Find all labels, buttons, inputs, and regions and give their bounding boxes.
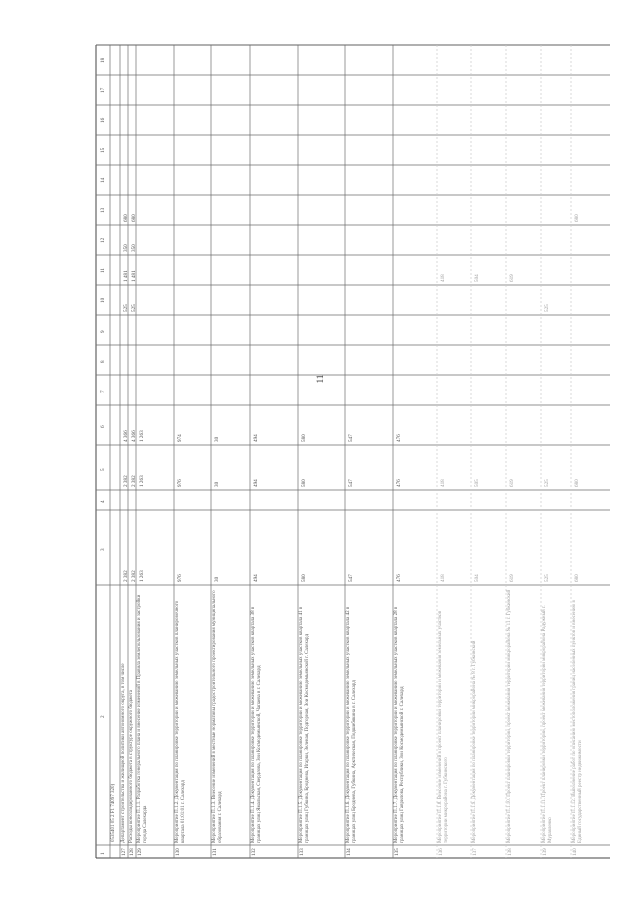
row-number: 139	[542, 848, 548, 856]
row-number: 131	[212, 848, 218, 856]
cell-value-c5: 418	[440, 479, 446, 487]
cell-value-c3: 680	[574, 574, 580, 582]
continuation-row-text: 0535401 05 2 F1 74097 320)	[111, 783, 116, 842]
column-number-header: 9	[100, 330, 106, 333]
cell-value-c5: 2 382	[131, 475, 137, 487]
row-number: 130	[175, 848, 181, 856]
row-name: Мероприятие П.1.2. Документация по планировке территории и межеванию земельных участков планировочного квартала 01:01:01 г. Салехард	[175, 600, 186, 843]
cell-value-c3: 504	[474, 574, 480, 582]
cell-value-c6: 30	[214, 436, 220, 442]
page-number: 11	[315, 374, 325, 384]
cell-value-c3: 525	[544, 574, 550, 582]
cell-value-c10: 525	[131, 304, 137, 312]
row-number: 129	[137, 848, 143, 856]
row-name: Мероприятие П.1.9. Документация по планировке территории микрорайона № 8 г. Губкинский	[472, 640, 477, 843]
row-name: Мероприятие П.1.4. Документация по планировке территории и межеванию земельных участков квартала 38 в границах улиц Ямальская, Свердлова, Зои Космодемьянской, Чапаева в г. Салехард	[251, 606, 262, 843]
cell-value-c3: 976	[177, 574, 183, 582]
cell-value-c3: 476	[396, 574, 402, 582]
cell-value-c11: 619	[509, 274, 515, 282]
row-name: Мероприятие П.1.1. Разработка генерального плана и внесение изменений в Правила землепользования и застройки города Салехарда	[137, 594, 148, 843]
row-name: Расходы консолидированного бюджета в структуре окружного бюджета	[129, 689, 134, 843]
column-number-header: 17	[100, 87, 106, 93]
cell-value-c5: 580	[301, 479, 307, 487]
column-number-header: 18	[100, 57, 106, 63]
cell-value-c6: 4 366	[123, 430, 129, 442]
cell-value-c3: 494	[253, 574, 259, 582]
row-name: Мероприятие П.1.12. Выполнение работ по описанию местоположения границ населенных пунктов и внесению в Единый государственный реестр недвижимости	[572, 600, 583, 843]
cell-value-c5: 680	[574, 479, 580, 487]
cell-value-c6: 547	[348, 434, 354, 442]
row-name: Мероприятие П.1.8. Внесение изменений в проект планировки территории и межевания земельных участков территории микрорайона г. Губкинского	[438, 610, 449, 843]
column-number-header: 5	[100, 467, 106, 471]
row-number: 134	[346, 848, 352, 856]
row-number: 137	[472, 848, 478, 856]
cell-value-c3: 30	[214, 576, 220, 582]
column-number-header: 2	[100, 715, 106, 718]
cell-value-c5: 476	[396, 479, 402, 487]
cell-value-c3: 2 382	[131, 570, 137, 582]
row-name: Мероприятие П.1.5. Документация по планировке территории и межеванию земельных участков квартала 41 в границах улиц Губкина, Броднева, Игарки, Зеленая, Подгорная, Зои Космодемьянской г. Салехард	[299, 606, 310, 843]
row-name: Департамент строительства и жилищной политики автономного округа, в том числе	[121, 663, 126, 843]
cell-value-c6: 1 263	[139, 430, 145, 442]
column-number-header: 10	[100, 297, 106, 303]
column-number-header: 13	[100, 207, 106, 213]
column-number-header: 16	[100, 117, 106, 123]
row-name: Мероприятие П.1.11. Проект планировки территории, проект межевания территории микрорайона Радужный г. Муравленко	[542, 605, 553, 843]
cell-value-c3: 580	[301, 574, 307, 582]
row-number: 138	[507, 848, 513, 856]
column-number-header: 1	[100, 851, 106, 855]
cell-value-c6: 580	[301, 434, 307, 442]
column-number-header: 15	[100, 147, 106, 153]
cell-value-c13: 680	[131, 214, 137, 222]
row-name: Мероприятие П.1.3. Внесение изменений в местные нормативы градостроительного проектирования муниципального образования г. Салехард	[212, 590, 223, 843]
cell-value-c3: 547	[348, 574, 354, 582]
row-number: 127	[121, 848, 127, 856]
cell-value-c5: 547	[348, 479, 354, 487]
cell-value-c11: 418	[440, 274, 446, 282]
cell-value-c11: 1 481	[123, 270, 129, 282]
column-number-header: 7	[100, 390, 106, 393]
cell-value-c3: 418	[440, 574, 446, 582]
cell-value-c5: 525	[544, 479, 550, 487]
cell-value-c13: 680	[123, 214, 129, 222]
cell-value-c11: 504	[474, 274, 480, 282]
row-name: Мероприятие П.1.10. Проект планировки территории, проект межевания территории микрорайона № 11 г. Губкинский	[507, 589, 512, 843]
cell-value-c13: 680	[574, 214, 580, 222]
cell-value-c6: 494	[253, 434, 259, 442]
cell-value-c6: 476	[396, 434, 402, 442]
row-number: 135	[394, 848, 400, 856]
cell-value-c10: 525	[544, 304, 550, 312]
cell-value-c5: 505	[474, 479, 480, 487]
row-name: Мероприятие П.1.7. Документация по планировке территории и межеванию земельных участков квартала 28 в границах улиц Гаврилова, Республики, Зои Космодемьянской г. Салехард	[394, 606, 405, 843]
cell-value-c5: 494	[253, 479, 259, 487]
column-number-header: 11	[100, 268, 106, 273]
cell-value-c11: 1 481	[131, 270, 137, 282]
cell-value-c5: 2 382	[123, 475, 129, 487]
column-number-header: 12	[100, 237, 106, 243]
cell-value-c6: 974	[177, 434, 183, 442]
column-number-header: 8	[100, 360, 106, 363]
cell-value-c3: 2 382	[123, 570, 129, 582]
cell-value-c5: 619	[509, 479, 515, 487]
cell-value-c3: 1 263	[139, 570, 145, 582]
cell-value-c12: 350	[131, 244, 137, 252]
row-number: 140	[572, 848, 578, 856]
column-number-header: 6	[100, 425, 106, 428]
row-name: Мероприятие П.1.6. Документация по планировке территории и межеванию земельных участков квартала 42 в границах улиц Броднева, Губкина, Арктическая, Подшибякина в г. Салехард	[346, 606, 357, 843]
cell-value-c3: 619	[509, 574, 515, 582]
cell-value-c10: 525	[123, 304, 129, 312]
column-number-header: 3	[100, 547, 106, 551]
row-number: 132	[251, 848, 257, 856]
cell-value-c5: 1 263	[139, 475, 145, 487]
row-number: 136	[438, 848, 444, 856]
cell-value-c5: 976	[177, 479, 183, 487]
column-number-header: 14	[100, 177, 106, 183]
row-number: 128	[129, 848, 135, 856]
cell-value-c6: 4 366	[131, 430, 137, 442]
column-number-header: 4	[100, 500, 106, 503]
cell-value-c12: 350	[123, 244, 129, 252]
row-number: 133	[299, 848, 305, 856]
cell-value-c5: 30	[214, 481, 220, 487]
